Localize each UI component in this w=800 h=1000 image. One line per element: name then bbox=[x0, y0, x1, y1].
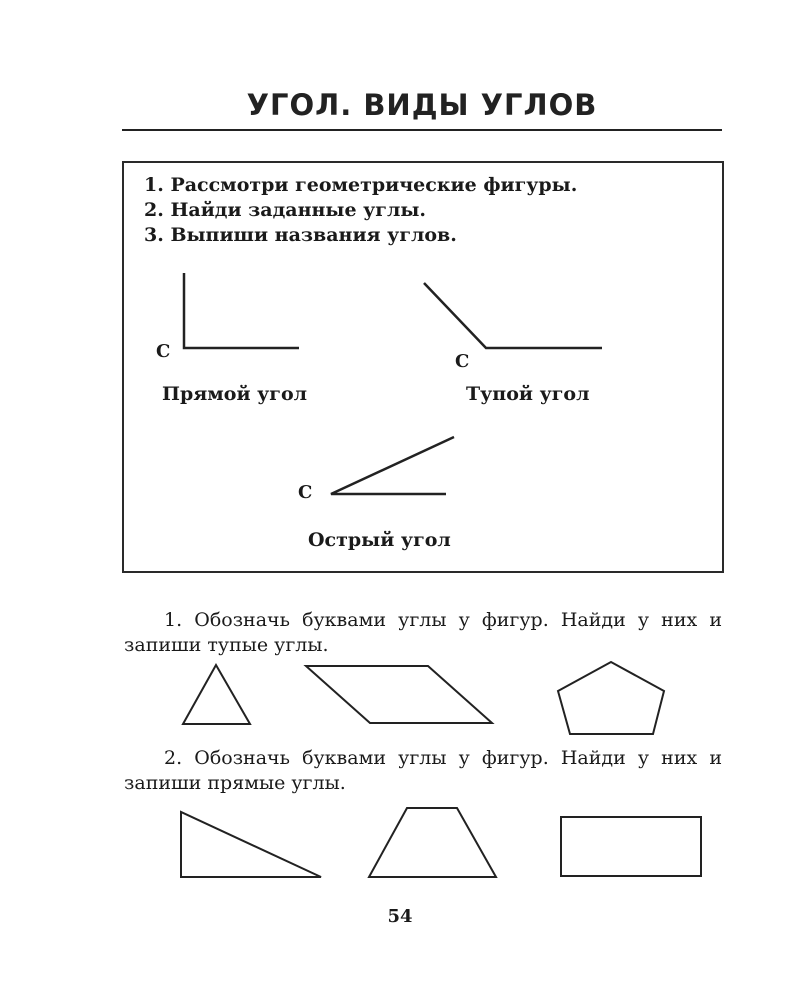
instruction-item: 1. Рассмотри геометрические фигуры. bbox=[144, 174, 578, 196]
obtuse-angle-figure bbox=[424, 283, 602, 348]
right-angle-vertex-label: C bbox=[156, 341, 171, 362]
right-angle-figure bbox=[184, 273, 299, 348]
task-1 bbox=[124, 608, 722, 658]
task-1-triangle bbox=[183, 665, 250, 724]
obtuse-angle-vertex-label: C bbox=[455, 351, 470, 372]
instruction-item: 2. Найди заданные углы. bbox=[144, 199, 427, 221]
acute-angle-figure bbox=[331, 437, 454, 494]
task-2 bbox=[124, 746, 722, 796]
acute-angle-caption: Острый угол bbox=[308, 529, 451, 551]
obtuse-angle-caption: Тупой угол bbox=[466, 383, 590, 405]
task-2-rectangle bbox=[561, 817, 701, 876]
acute-angle-vertex-label: C bbox=[298, 482, 313, 503]
task-1-pentagon bbox=[558, 662, 664, 734]
angle-figures bbox=[124, 163, 722, 571]
task-2-text: 2. Обозначь буквами углы у фигур. Найди у них и запиши прямые углы. bbox=[124, 747, 722, 794]
task-2-trapezoid bbox=[369, 808, 496, 877]
page-number: 54 bbox=[387, 906, 413, 927]
angle-types-box bbox=[122, 161, 724, 573]
right-angle-caption: Прямой угол bbox=[162, 383, 308, 405]
title-rule bbox=[122, 129, 722, 131]
instruction-item: 3. Выпиши названия углов. bbox=[144, 224, 457, 246]
task-1-parallelogram bbox=[306, 666, 492, 723]
task-1-text: 1. Обозначь буквами углы у фигур. Найди у них и запиши тупые углы. bbox=[124, 609, 722, 656]
task-2-right-triangle bbox=[181, 812, 321, 877]
page-title: УГОЛ. ВИДЫ УГЛОВ bbox=[246, 88, 598, 122]
